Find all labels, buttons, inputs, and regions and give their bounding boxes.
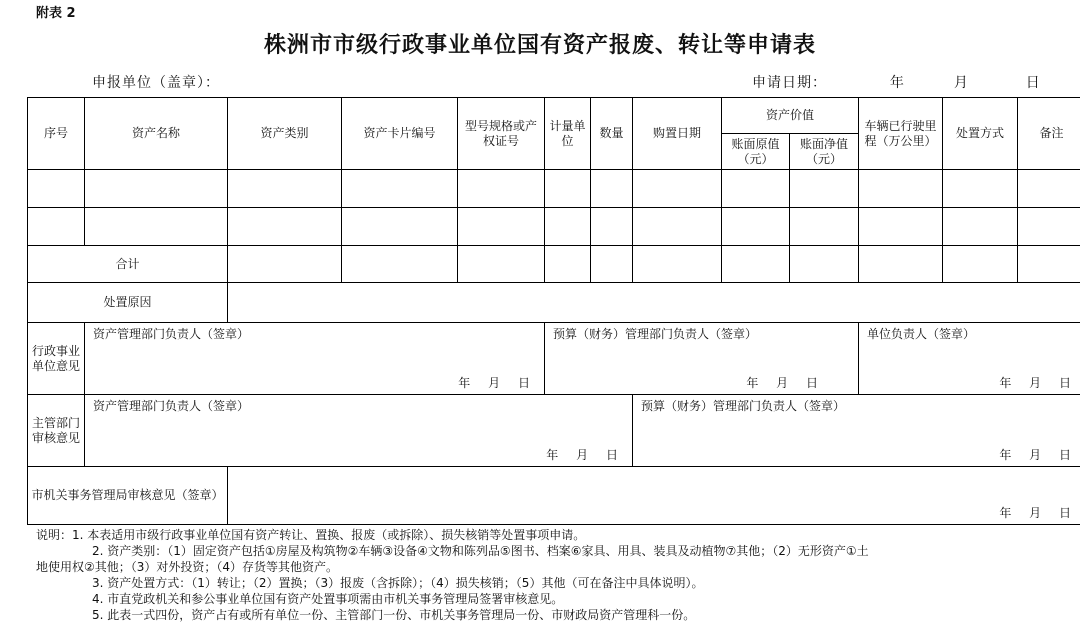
sign-date: 年 月 日 (458, 376, 530, 390)
cell[interactable] (790, 246, 859, 283)
supervisor-asset-dept-label: 资产管理部门负责人（签章） (93, 399, 250, 413)
cell[interactable] (943, 208, 1018, 246)
cell[interactable] (943, 170, 1018, 208)
total-label: 合计 (28, 246, 228, 283)
col-mileage: 车辆已行驶里程（万公里） (859, 98, 943, 170)
unit-head-label: 单位负责人（签章） (867, 327, 976, 341)
col-purchase-date: 购置日期 (633, 98, 722, 170)
cell[interactable] (458, 246, 545, 283)
cell[interactable] (342, 246, 458, 283)
unit-budget-dept-sign[interactable] (545, 323, 859, 395)
cell[interactable] (85, 208, 228, 246)
supervisor-asset-dept-sign[interactable] (85, 395, 633, 467)
reason-field[interactable] (228, 283, 1080, 323)
cell[interactable] (228, 170, 342, 208)
supervisor-budget-dept-sign[interactable] (633, 395, 1080, 467)
cell[interactable] (545, 246, 591, 283)
unit-head-sign[interactable] (859, 323, 1080, 395)
col-method: 处置方式 (943, 98, 1018, 170)
date-label: 申请日期： (752, 75, 827, 91)
col-asset-category: 资产类别 (228, 98, 342, 170)
date-month: 月 (953, 75, 969, 91)
cell[interactable] (633, 246, 722, 283)
cell[interactable] (859, 208, 943, 246)
note-1: 1. 本表适用市级行政事业单位国有资产转让、置换、报废（或拆除）、损失核销等处置事项申请。 (72, 528, 586, 542)
cell[interactable] (859, 170, 943, 208)
applicant-unit-label: 申报单位（盖章）： (92, 75, 220, 91)
cell[interactable] (591, 246, 633, 283)
cell[interactable] (458, 208, 545, 246)
date-year: 年 (889, 75, 905, 91)
unit-opinion-row (28, 323, 1080, 395)
cell[interactable] (633, 170, 722, 208)
cell[interactable] (1018, 170, 1080, 208)
col-card-number: 资产卡片编号 (342, 98, 458, 170)
annex-label: 附表 2 (36, 6, 76, 21)
cell[interactable] (342, 170, 458, 208)
total-row (28, 246, 1080, 283)
cell[interactable] (545, 208, 591, 246)
cell[interactable] (228, 208, 342, 246)
unit-asset-dept-label: 资产管理部门负责人（签章） (93, 327, 250, 341)
cell[interactable] (85, 170, 228, 208)
unit-budget-dept-label: 预算（财务）管理部门负责人（签章） (553, 327, 758, 341)
unit-opinion-label: 行政事业单位意见 (28, 323, 85, 395)
note-2: 2. 资产类别：（1）固定资产包括①房屋及构筑物②车辆③设备④文物和陈列品⑤图书、档案⑥家具、用具、装具及动植物⑦其他；（2）无形资产①土 (92, 544, 869, 558)
cell[interactable] (228, 246, 342, 283)
form-title: 株洲市市级行政事业单位国有资产报废、转让等申请表 (263, 32, 816, 58)
sign-date: 年 月 日 (999, 448, 1072, 462)
col-asset-value: 资产价值 (722, 98, 859, 134)
cell[interactable] (790, 208, 859, 246)
col-unit: 计量单位 (545, 98, 591, 170)
cell[interactable] (458, 170, 545, 208)
reason-label: 处置原因 (28, 283, 228, 323)
sign-date: 年 月 日 (746, 376, 819, 390)
col-book-original: 账面原值（元） (722, 134, 790, 170)
note-3: 3. 资产处置方式：（1）转让；（2）置换；（3）报废（含拆除）；（4）损失核销；（5）其他（可在备注中具体说明）。 (92, 576, 704, 590)
cell[interactable] (722, 246, 790, 283)
application-date (752, 72, 1041, 92)
notes-prefix: 说明： (36, 528, 73, 542)
col-seq: 序号 (28, 98, 85, 170)
note-4: 4. 市直党政机关和参公事业单位国有资产处置事项需由市机关事务管理局签署审核意见。 (92, 592, 564, 606)
cell[interactable] (342, 208, 458, 246)
col-book-net: 账面净值（元） (790, 134, 859, 170)
bureau-sign[interactable] (228, 467, 1080, 525)
supervisor-opinion-label: 主管部门审核意见 (28, 395, 85, 467)
cell[interactable] (591, 208, 633, 246)
cell[interactable] (28, 208, 85, 246)
supervisor-budget-dept-label: 预算（财务）管理部门负责人（签章） (641, 399, 846, 413)
cell[interactable] (591, 170, 633, 208)
sign-date: 年 月 日 (546, 448, 618, 462)
notes (36, 527, 1076, 623)
supervisor-opinion-row (28, 395, 1080, 467)
sign-date: 年 月 日 (999, 376, 1072, 390)
cell[interactable] (1018, 208, 1080, 246)
col-model: 型号规格或产权证号 (458, 98, 545, 170)
cell[interactable] (28, 170, 85, 208)
col-remark: 备注 (1018, 98, 1080, 170)
col-asset-name: 资产名称 (85, 98, 228, 170)
cell[interactable] (1018, 246, 1080, 283)
table-row (28, 170, 1080, 208)
reason-row (28, 283, 1080, 323)
unit-asset-dept-sign[interactable] (85, 323, 545, 395)
cell[interactable] (633, 208, 722, 246)
cell[interactable] (545, 170, 591, 208)
sign-date: 年 月 日 (999, 506, 1072, 520)
col-quantity: 数量 (591, 98, 633, 170)
cell[interactable] (722, 208, 790, 246)
cell[interactable] (722, 170, 790, 208)
note-5: 5. 此表一式四份，资产占有或所有单位一份、主管部门一份、市机关事务管理局一份、市财政局资产管理科一份。 (92, 608, 696, 622)
cell[interactable] (859, 246, 943, 283)
cell[interactable] (790, 170, 859, 208)
note-2-cont: 地使用权②其他；（3）对外投资；（4）存货等其他资产。 (36, 560, 339, 574)
date-day: 日 (1025, 75, 1041, 91)
bureau-opinion-label: 市机关事务管理局审核意见（签章） (28, 467, 228, 525)
bureau-opinion-row (28, 467, 1080, 525)
application-table (27, 97, 1080, 525)
table-row (28, 208, 1080, 246)
cell[interactable] (943, 246, 1018, 283)
